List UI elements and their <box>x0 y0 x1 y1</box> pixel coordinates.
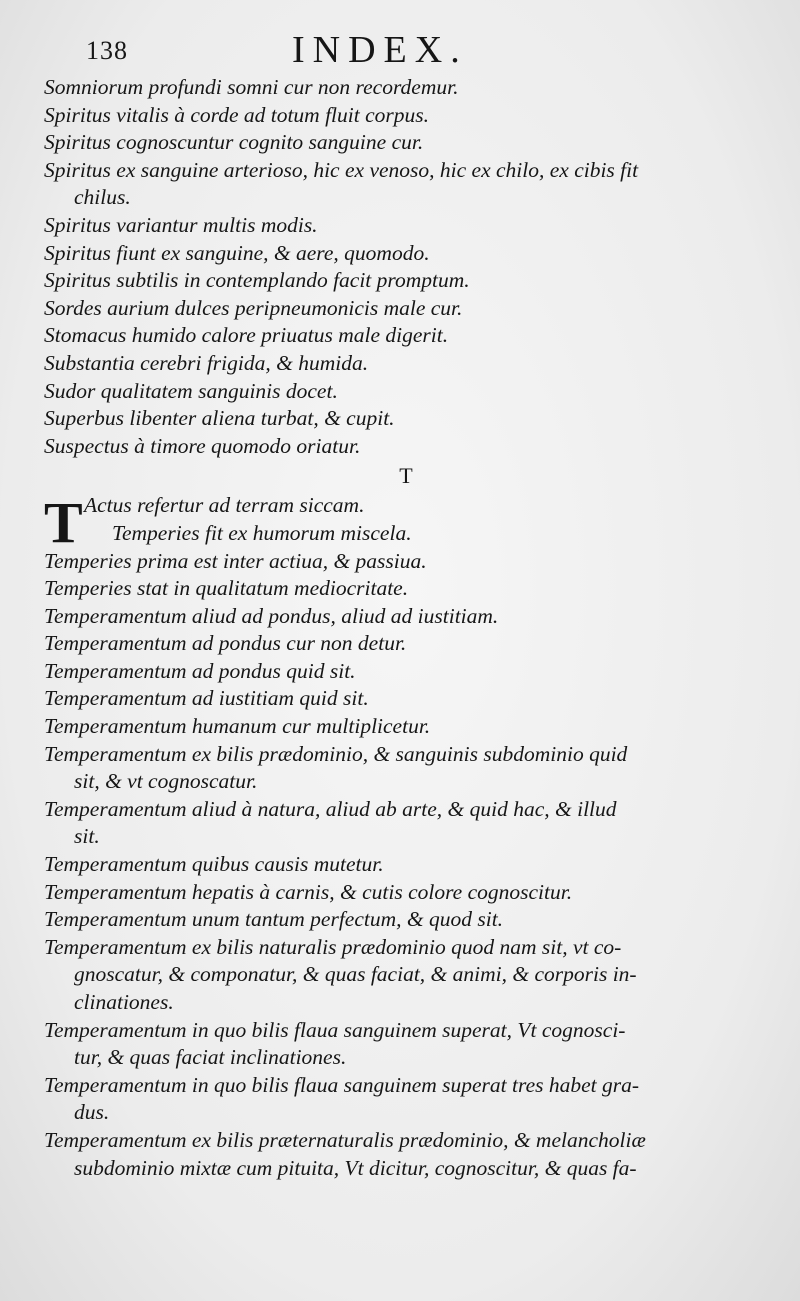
entry-line: Temperamentum ex bilis præternaturalis prædominio, & melancholiæ <box>44 1127 646 1152</box>
entry-line: Temperies fit ex humorum miscela. <box>112 520 412 545</box>
entry-line: Temperamentum aliud à natura, aliud ab arte, & quid hac, & illud <box>44 796 617 821</box>
entry-line: Sordes aurium dulces peripneumonicis male cur. <box>44 295 463 320</box>
entry-line: Actus refertur ad terram siccam. <box>84 493 365 518</box>
index-entry <box>44 102 768 130</box>
entry-line: clinationes. <box>74 990 174 1014</box>
entry-line: Sudor qualitatem sanguinis docet. <box>44 378 338 403</box>
t-entries-list <box>44 548 768 1183</box>
index-entry <box>44 492 768 520</box>
entry-line: subdominio mixtæ cum pituita, Vt dicitur, cognoscitur, & quas fa- <box>74 1155 637 1180</box>
page-header <box>86 24 786 71</box>
entry-line: Spiritus fiunt ex sanguine, & aere, quomodo. <box>44 240 430 265</box>
s-entries-list <box>44 74 768 460</box>
index-entry <box>44 879 768 907</box>
index-entry <box>44 851 768 879</box>
index-entry <box>44 741 768 796</box>
entry-line: Suspectus à timore quomodo oriatur. <box>44 433 361 458</box>
index-entry <box>44 713 768 741</box>
entry-line: Temperamentum quibus causis mutetur. <box>44 852 384 877</box>
index-entry <box>44 796 768 851</box>
entry-line: Temperamentum in quo bilis flaua sanguinem superat, Vt cognosci- <box>44 1017 626 1042</box>
index-entry <box>44 322 768 350</box>
index-entry <box>44 520 768 548</box>
page-number: 138 <box>86 36 128 65</box>
entry-line: Spiritus ex sanguine arterioso, hic ex venoso, hic ex chilo, ex cibis fit <box>44 157 639 182</box>
index-entry <box>44 685 768 713</box>
entry-line: Somniorum profundi somni cur non recordemur. <box>44 75 459 99</box>
index-entry <box>44 267 768 295</box>
index-entries <box>44 74 768 1182</box>
entry-line: Temperamentum in quo bilis flaua sanguinem superat tres habet gra- <box>44 1072 640 1097</box>
index-entry <box>44 548 768 576</box>
entry-line: Spiritus subtilis in contemplando facit promptum. <box>44 268 470 293</box>
entry-line: gnoscatur, & componatur, & quas faciat, & animi, & corporis in- <box>74 962 637 987</box>
index-entry <box>44 906 768 934</box>
entry-line: Spiritus variantur multis modis. <box>44 212 318 237</box>
index-entry <box>44 658 768 686</box>
entry-line: Temperies prima est inter actiua, & passiua. <box>44 548 427 573</box>
dropcap-letter: T <box>44 490 83 556</box>
page-title: INDEX. <box>292 29 468 71</box>
index-entry <box>44 1072 768 1127</box>
entry-line: Temperamentum ex bilis prædominio, & sanguinis subdominio quid <box>44 741 628 766</box>
index-entry <box>44 350 768 378</box>
index-entry <box>44 1017 768 1072</box>
entry-line: Superbus libenter aliena turbat, & cupit. <box>44 406 395 431</box>
entry-line: Temperamentum hepatis à carnis, & cutis colore cognoscitur. <box>44 879 573 904</box>
entry-line: sit, & vt cognoscatur. <box>74 769 258 794</box>
index-entry <box>44 74 768 102</box>
index-entry <box>44 378 768 406</box>
entry-line: tur, & quas faciat inclinationes. <box>74 1045 347 1070</box>
entry-line: Temperamentum humanum cur multiplicetur. <box>44 714 431 739</box>
index-entry <box>44 934 768 1017</box>
entry-line: Temperies stat in qualitatum mediocritate. <box>44 576 409 601</box>
entry-line: chilus. <box>74 185 131 210</box>
index-entry <box>44 405 768 433</box>
index-entry <box>44 603 768 631</box>
entry-line: Substantia cerebri frigida, & humida. <box>44 350 369 375</box>
index-entry <box>44 575 768 603</box>
index-entry <box>44 630 768 658</box>
entry-line: Stomacus humido calore priuatus male digerit. <box>44 323 449 348</box>
dropcap-block <box>44 490 768 556</box>
entry-line: dus. <box>74 1100 110 1125</box>
entry-line: Temperamentum aliud ad pondus, aliud ad iustitiam. <box>44 603 499 628</box>
entry-line: Temperamentum ex bilis naturalis prædominio quod nam sit, vt co- <box>44 934 622 959</box>
entry-line: sit. <box>74 824 100 849</box>
section-letter-t: T <box>399 463 413 489</box>
entry-line: Spiritus vitalis à corde ad totum fluit corpus. <box>44 102 430 127</box>
index-entry <box>44 240 768 268</box>
index-entry <box>44 157 768 212</box>
index-entry <box>44 1127 768 1182</box>
entry-line: Temperamentum unum tantum perfectum, & quod sit. <box>44 907 504 932</box>
entry-line: Temperamentum ad pondus cur non detur. <box>44 631 407 656</box>
index-entry <box>44 433 768 461</box>
index-entry <box>44 129 768 157</box>
entry-line: Spiritus cognoscuntur cognito sanguine cur. <box>44 130 424 155</box>
entry-line: Temperamentum ad iustitiam quid sit. <box>44 686 369 711</box>
index-entry <box>44 212 768 240</box>
index-entry <box>44 295 768 323</box>
t-first-entries <box>44 492 768 547</box>
entry-line: Temperamentum ad pondus quid sit. <box>44 658 356 683</box>
